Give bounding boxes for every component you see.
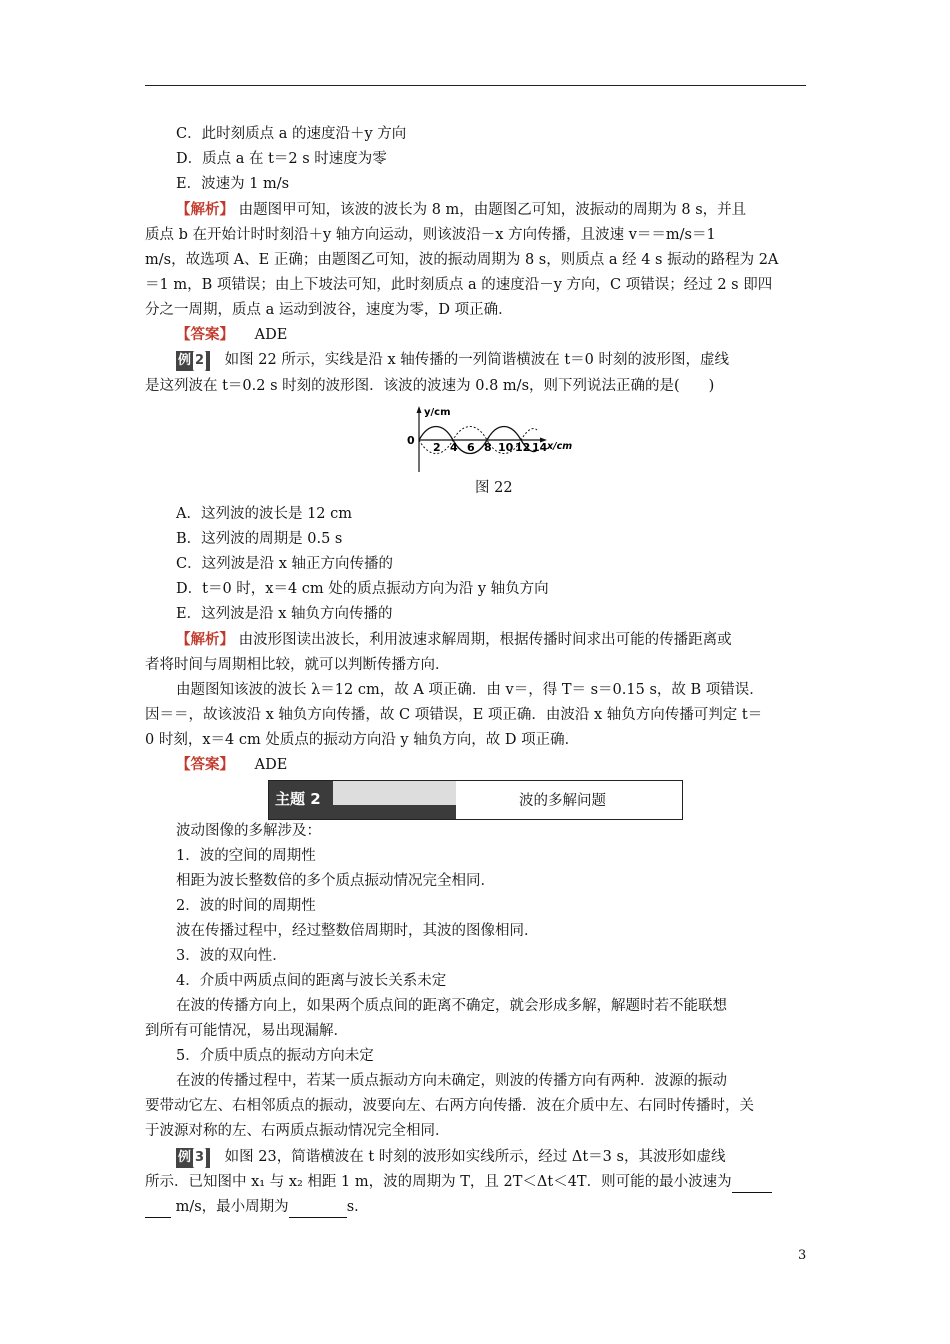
analysis-1-line-4: ＝1 m，B 项错误；由上下坡法可知，此时刻质点 a 的速度沿－y 方向，C 项错误；经过 2 s 即四	[145, 277, 773, 293]
analysis-tag: 【解析】	[176, 631, 234, 648]
analysis-1-line-2: 质点 b 在开始计时时刻沿＋y 轴方向运动，则该波沿－x 方向传播，且波速 v＝＝m/s＝1	[145, 227, 716, 243]
answer-blank[interactable]	[145, 1197, 171, 1218]
answer-tag: 【答案】	[176, 326, 234, 343]
topic-text-3: 相距为波长整数倍的多个质点振动情况完全相同．	[176, 873, 495, 889]
x-axis-label: x/cm	[547, 441, 573, 452]
example-3-line-3: m/s，最小周期为 s．	[145, 1197, 369, 1218]
page-number: 3	[798, 1248, 807, 1263]
analysis-1-line-3: m/s，故选项 A、E 正确；由题图乙可知，波的振动周期为 8 s，则质点 a 经 4 s 振动的路程为 2A	[145, 252, 779, 268]
option-d: D．t＝0 时，x＝4 cm 处的质点振动方向为沿 y 轴负方向	[176, 581, 549, 597]
option-b: B．这列波的周期是 0.5 s	[176, 531, 343, 547]
example-badge: 例 3	[176, 1148, 210, 1168]
topic-text-1: 波动图像的多解涉及：	[176, 823, 321, 839]
answer-blank[interactable]	[732, 1172, 772, 1193]
analysis-1-line-1: 【解析】 由题图甲可知，该波的波长为 8 m，由题图乙可知，波振动的周期为 8 s，并且	[176, 201, 747, 218]
example-2-line-1: 例 2 如图 22 所示，实线是沿 x 轴传播的一列简谐横波在 t＝0 时刻的波形图，虚线	[176, 350, 729, 371]
topic-text-5: 波在传播过程中，经过整数倍周期时，其波的图像相同．	[176, 923, 539, 939]
option-c: C．这列波是沿 x 轴正方向传播的	[176, 556, 393, 572]
analysis-2-line-1: 【解析】 由波形图读出波长，利用波速求解周期，根据传播时间求出可能的传播距离或	[176, 631, 732, 648]
x-tick-label: 10	[498, 441, 514, 454]
wave-figure	[405, 404, 590, 476]
x-tick-label: 4	[450, 441, 458, 454]
topic-text-4: 2．波的时间的周期性	[176, 898, 316, 914]
option-d: D．质点 a 在 t＝2 s 时速度为零	[176, 151, 387, 167]
example-3-line-2: 所示．已知图中 x₁ 与 x₂ 相距 1 m，波的周期为 T，且 2T＜Δt＜4T．则可能的最小波速为	[145, 1172, 772, 1193]
topic-header	[268, 780, 683, 820]
analysis-tag: 【解析】	[176, 201, 234, 218]
answer-2: 【答案】 ADE	[176, 756, 288, 773]
figure-caption: 图 22	[475, 480, 513, 496]
x-tick-label: 2	[433, 441, 441, 454]
topic-text-6: 3．波的双向性．	[176, 948, 287, 964]
topic-text-11: 在波的传播过程中，若某一质点振动方向未确定，则波的传播方向有两种．波源的振动	[176, 1073, 727, 1089]
option-a: A．这列波的波长是 12 cm	[176, 506, 353, 522]
option-e: E．波速为 1 m/s	[176, 176, 290, 192]
analysis-1-line-5: 分之一周期，质点 a 运动到波谷，速度为零，D 项正确．	[145, 302, 513, 318]
header-rule	[145, 85, 806, 86]
topic-text-7: 4．介质中两质点间的距离与波长关系未定	[176, 973, 447, 989]
answer-tag: 【答案】	[176, 756, 234, 773]
topic-text-10: 5．介质中质点的振动方向未定	[176, 1048, 374, 1064]
topic-label-box	[269, 781, 456, 819]
example-3-line-1: 例 3 如图 23，简谐横波在 t 时刻的波形如实线所示，经过 Δt＝3 s，其波形如虚线	[176, 1147, 725, 1168]
topic-text-12: 要带动它左、右相邻质点的振动，波要向左、右两方向传播．波在介质中左、右同时传播时，关	[145, 1098, 754, 1114]
option-e: E．这列波是沿 x 轴负方向传播的	[176, 606, 393, 622]
y-axis-label: y/cm	[424, 407, 451, 418]
analysis-2-line-4: 因＝＝，故该波沿 x 轴负方向传播，故 C 项错误，E 项正确．由波沿 x 轴负方向传播可判定 t＝	[145, 707, 763, 723]
example-badge: 例 2	[176, 351, 210, 371]
x-tick-label: 6	[467, 441, 475, 454]
answer-blank[interactable]	[289, 1197, 347, 1218]
topic-text-2: 1．波的空间的周期性	[176, 848, 316, 864]
x-tick-label: 14	[532, 441, 548, 454]
analysis-2-line-3: 由题图知该波的波长 λ＝12 cm，故 A 项正确．由 v＝，得 T＝ s＝0.15 s，故 B 项错误．	[176, 682, 764, 698]
analysis-2-line-5: 0 时刻，x＝4 cm 处质点的振动方向沿 y 轴负方向，故 D 项正确．	[145, 732, 580, 748]
topic-title: 波的多解问题	[519, 793, 606, 809]
topic-text-8: 在波的传播方向上，如果两个质点间的距离不确定，就会形成多解，解题时若不能联想	[176, 998, 727, 1014]
x-tick-label: 12	[515, 441, 531, 454]
analysis-2-line-2: 者将时间与周期相比较，就可以判断传播方向．	[145, 657, 450, 673]
example-2-line-2: 是这列波在 t＝0.2 s 时刻的波形图．该波的波速为 0.8 m/s，则下列说法正确的是( )	[145, 378, 715, 394]
origin-label: 0	[407, 434, 415, 447]
x-tick-label: 8	[484, 441, 492, 454]
topic-label: 主题 2	[275, 790, 321, 808]
option-c: C．此时刻质点 a 的速度沿＋y 方向	[176, 126, 407, 142]
topic-text-9: 到所有可能情况，易出现漏解．	[145, 1023, 348, 1039]
y-axis-arrow	[417, 406, 422, 413]
answer-1: 【答案】 ADE	[176, 326, 288, 343]
topic-text-13: 于波源对称的左、右两质点振动情况完全相同．	[145, 1123, 450, 1139]
